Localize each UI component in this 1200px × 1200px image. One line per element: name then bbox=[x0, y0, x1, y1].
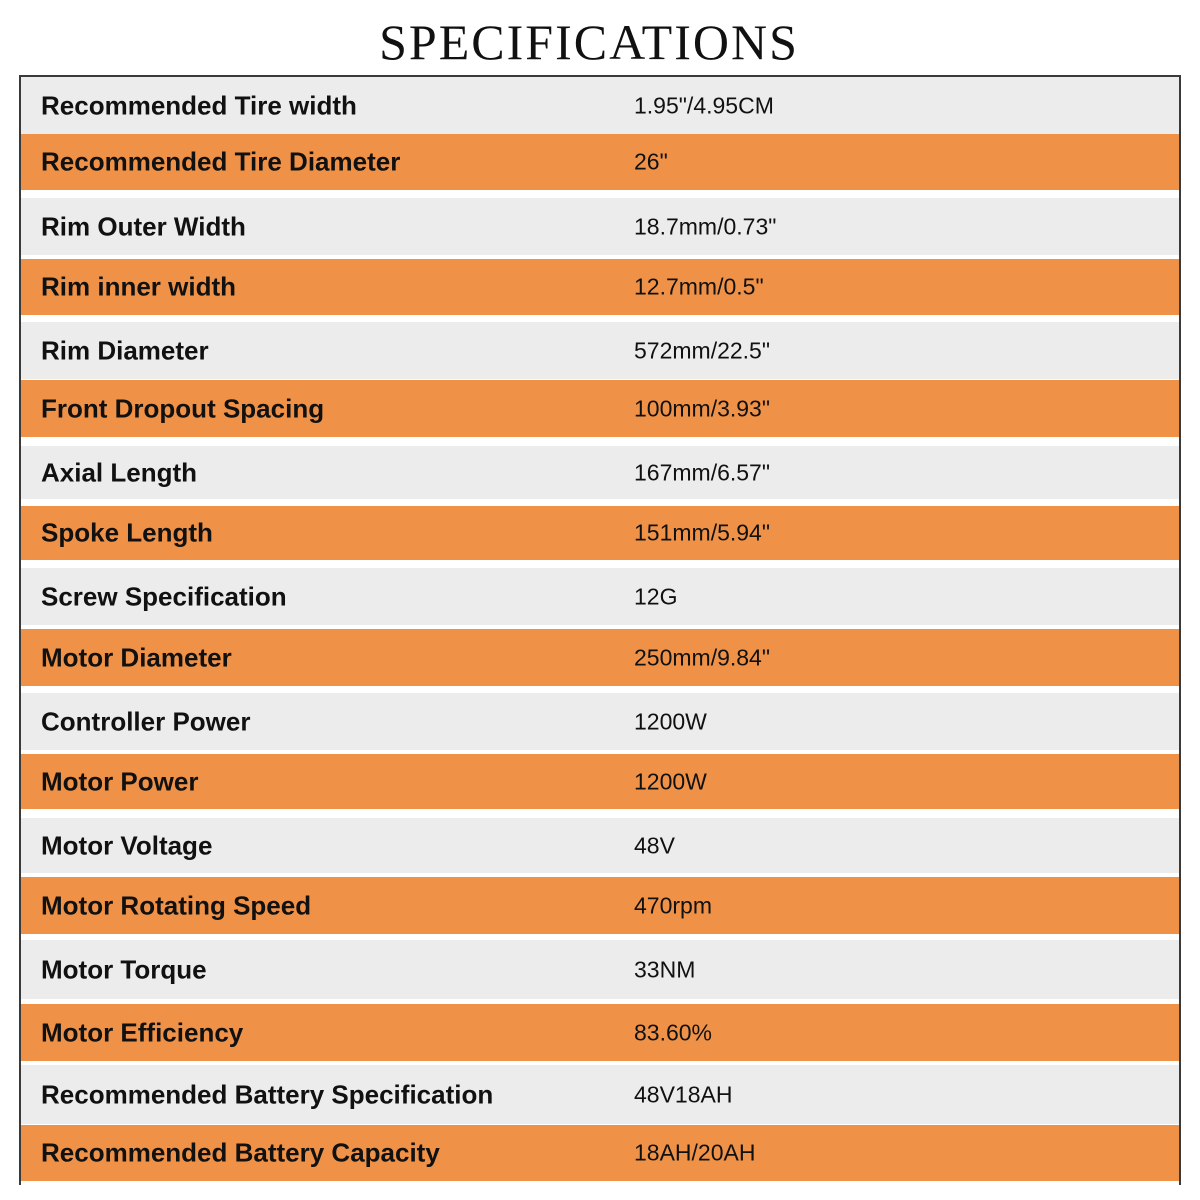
spec-value: 12.7mm/0.5" bbox=[634, 273, 764, 300]
spec-row bbox=[21, 1065, 1179, 1124]
spec-label: Axial Length bbox=[41, 457, 198, 487]
spec-value: 100mm/3.93" bbox=[634, 395, 771, 421]
spec-label: Recommended Battery Capacity bbox=[41, 1137, 440, 1168]
spec-label: Motor Rotating Speed bbox=[41, 890, 312, 920]
spec-label: Motor Torque bbox=[41, 954, 207, 984]
spec-value: 48V18AH bbox=[634, 1081, 733, 1107]
spec-row bbox=[21, 380, 1179, 437]
spec-label: Motor Power bbox=[41, 766, 199, 796]
spec-row bbox=[21, 629, 1179, 686]
spec-row bbox=[21, 1125, 1179, 1181]
spec-label: Spoke Length bbox=[41, 517, 213, 548]
spec-label: Motor Voltage bbox=[41, 830, 213, 860]
spec-row bbox=[21, 134, 1179, 190]
spec-row bbox=[21, 322, 1179, 379]
spec-label: Rim Outer Width bbox=[41, 211, 246, 241]
spec-label: Recommended Battery Specification bbox=[41, 1079, 494, 1109]
spec-value: 26" bbox=[634, 148, 668, 175]
spec-row bbox=[21, 446, 1179, 499]
spec-row bbox=[21, 818, 1179, 873]
spec-value: 167mm/6.57" bbox=[634, 459, 771, 485]
spec-value: 1200W bbox=[634, 708, 707, 734]
spec-value: 151mm/5.94" bbox=[634, 519, 771, 546]
spec-value: 250mm/9.84" bbox=[634, 644, 771, 670]
spec-row bbox=[21, 506, 1179, 560]
spec-value: 1.95"/4.95CM bbox=[634, 92, 774, 118]
spec-value: 18AH/20AH bbox=[634, 1139, 756, 1166]
spec-row bbox=[21, 693, 1179, 750]
spec-value: 48V bbox=[634, 832, 675, 858]
specifications-table bbox=[19, 75, 1181, 1185]
spec-row bbox=[21, 940, 1179, 999]
spec-label: Recommended Tire Diameter bbox=[41, 146, 401, 177]
spec-value: 18.7mm/0.73" bbox=[634, 213, 777, 239]
spec-value: 1200W bbox=[634, 768, 707, 794]
spec-row bbox=[21, 568, 1179, 625]
spec-row bbox=[21, 198, 1179, 255]
spec-label: Motor Efficiency bbox=[41, 1017, 244, 1047]
spec-value: 572mm/22.5" bbox=[634, 337, 771, 363]
page-title: SPECIFICATIONS bbox=[379, 14, 799, 70]
spec-row bbox=[21, 754, 1179, 809]
spec-label: Recommended Tire width bbox=[41, 90, 357, 120]
spec-value: 12G bbox=[634, 583, 678, 609]
spec-value: 470rpm bbox=[634, 892, 712, 918]
spec-label: Front Dropout Spacing bbox=[41, 393, 325, 423]
spec-label: Screw Specification bbox=[41, 581, 287, 611]
spec-label: Rim Diameter bbox=[41, 335, 209, 365]
spec-label: Controller Power bbox=[41, 706, 251, 736]
spec-value: 33NM bbox=[634, 956, 696, 982]
spec-row bbox=[21, 259, 1179, 315]
spec-row bbox=[21, 1004, 1179, 1061]
spec-label: Motor Diameter bbox=[41, 642, 232, 672]
spec-label: Rim inner width bbox=[41, 271, 236, 302]
spec-value: 83.60% bbox=[634, 1019, 713, 1045]
spec-row bbox=[21, 77, 1179, 134]
spec-row bbox=[21, 877, 1179, 934]
